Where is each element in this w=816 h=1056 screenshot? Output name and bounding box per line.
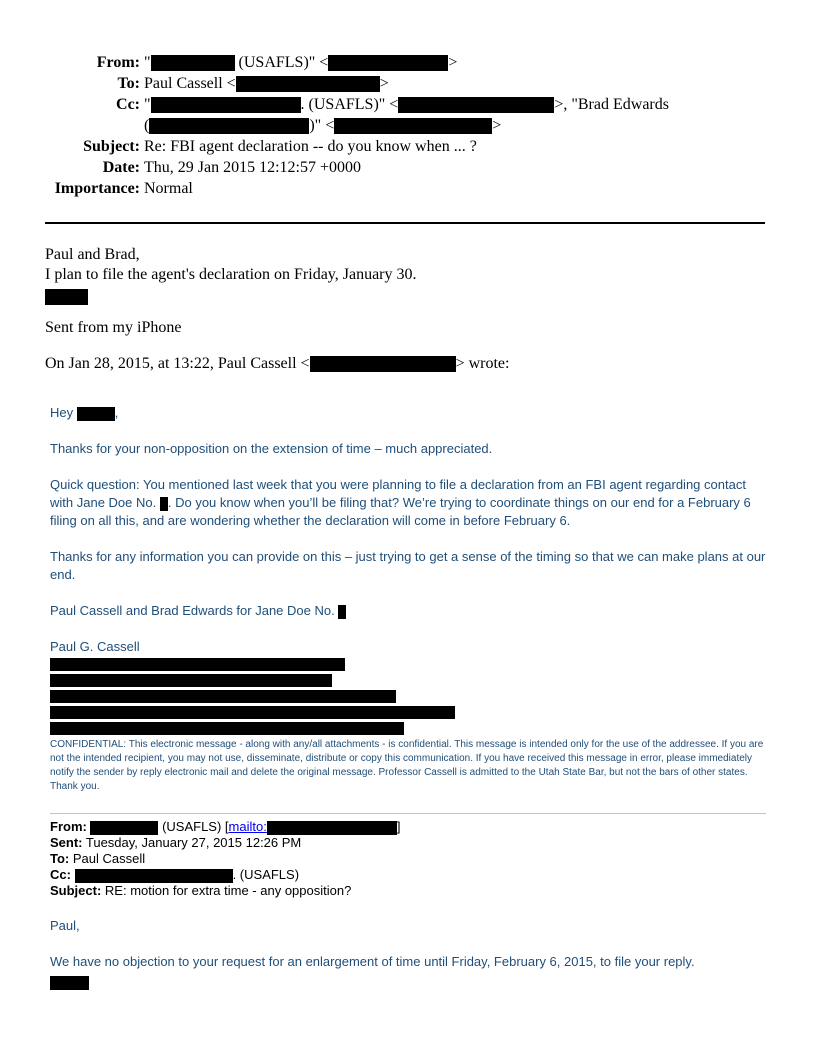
fw-body	[50, 953, 770, 991]
from-label: From:	[96, 54, 140, 71]
header-importance-row	[0, 178, 760, 199]
importance-value: Normal	[144, 180, 193, 197]
cc2-mid: )" <	[309, 117, 335, 134]
redaction-bar	[398, 97, 554, 113]
fw-to-row: To: Paul Cassell	[50, 851, 146, 866]
redaction-bar	[50, 690, 396, 703]
quoted-info: Thanks for any information you can provide on this – just trying to get a sense of the timing so that we can make plans at our end.	[50, 549, 766, 582]
subject-value: Re: FBI agent declaration -- do you know when ... ?	[144, 138, 477, 155]
cc-label: Cc:	[116, 96, 140, 113]
redaction-bar	[50, 674, 332, 687]
quote-intro	[45, 354, 765, 374]
header-date-row	[0, 157, 760, 178]
reply-line: I plan to file the agent's declaration on Friday, January 30.	[45, 266, 417, 283]
fw-greeting: Paul,	[50, 918, 80, 933]
redaction-bar	[151, 97, 301, 113]
redaction-bar	[50, 658, 345, 671]
fw-from-row: From: (USAFLS) [mailto: ]	[50, 819, 401, 834]
email-header	[0, 52, 760, 199]
date-label: Date:	[102, 159, 140, 176]
from-close: >	[448, 54, 458, 71]
quoted-thanks: Thanks for your non-opposition on the extension of time – much appreciated.	[50, 441, 493, 456]
cc-org: . (USAFLS)" <	[300, 96, 399, 113]
sent-from: Sent from my iPhone	[45, 319, 182, 336]
redaction-bar	[267, 821, 397, 835]
subject-label: Subject:	[83, 138, 140, 155]
reply-greeting: Paul and Brad,	[45, 246, 140, 263]
to-close: >	[379, 75, 389, 92]
redaction-bar	[50, 722, 404, 735]
cc-quote: "	[144, 96, 151, 113]
importance-label: Importance:	[54, 180, 140, 197]
header-subject-row	[0, 136, 760, 157]
header-cc-row-2	[0, 115, 760, 136]
fw-cc-row: Cc: . (USAFLS)	[50, 867, 300, 882]
date-value: Thu, 29 Jan 2015 12:12:57 +0000	[144, 159, 362, 176]
cc2-close: >	[492, 117, 502, 134]
redaction-bar	[50, 976, 89, 990]
from-quote: "	[144, 54, 151, 71]
quoted-message	[50, 404, 770, 794]
redaction-bar	[90, 821, 158, 835]
redaction-bar	[75, 869, 233, 883]
mailto-link[interactable]: mailto:	[229, 819, 397, 834]
redaction-bar	[328, 55, 448, 71]
forwarded-message	[50, 819, 770, 899]
header-divider	[45, 222, 765, 224]
redaction-bar	[160, 497, 168, 511]
quoted-question: Quick question: You mentioned last week that you were planning to file a declaration from an FBI agent regarding contact with Jane Doe No. . Do you know when you’ll be filing that? We’re trying to coordinate things on our end for a February 6 filing on all this, and are wondering whether the declaration will come in before February 6.	[50, 477, 751, 528]
fw-body-text: We have no objection to your request for an enlargement of time until Friday, February 6, 2015, to file your reply.	[50, 954, 695, 969]
cc-brad: >, "Brad Edwards	[554, 96, 669, 113]
cc2-open: (	[144, 117, 150, 134]
fw-subject-row: Subject: RE: motion for extra time - any opposition?	[50, 883, 352, 898]
header-cc-row	[0, 94, 760, 115]
to-name: Paul Cassell <	[144, 75, 236, 92]
from-org: (USAFLS)" <	[234, 54, 329, 71]
redaction-bar	[77, 407, 115, 421]
redaction-bar	[338, 605, 346, 619]
redaction-bar	[45, 289, 88, 305]
redaction-bar	[334, 118, 492, 134]
to-label: To:	[117, 75, 140, 92]
quoted-signoff: Paul Cassell and Brad Edwards for Jane Doe No.	[50, 602, 770, 620]
redaction-bar	[50, 706, 455, 719]
quote-intro-text: On Jan 28, 2015, at 13:22, Paul Cassell <	[45, 355, 310, 372]
fw-sent-row: Sent: Tuesday, January 27, 2015 12:26 PM	[50, 835, 302, 850]
quoted-hey: Hey ,	[50, 405, 119, 420]
confidential-notice: CONFIDENTIAL: This electronic message - along with any/all attachments - is confidential. This message is intended only for the use of the addressee. If you are not the intended recipient, you may not use, disseminate, distribute or copy this communication. If you have received this message in error, please immediately notify the sender by reply electronic mail and delete the original message. Professor Cassell is admitted to the Utah State Bar, but not the bars of other states. Thank you.	[50, 739, 764, 792]
quote-intro-suffix: > wrote:	[455, 355, 510, 372]
forward-divider	[50, 813, 766, 814]
signature-name: Paul G. Cassell	[50, 639, 140, 654]
redaction-bar	[310, 356, 456, 372]
header-from-row	[0, 52, 760, 73]
header-to-row	[0, 73, 760, 94]
redaction-bar	[151, 55, 235, 71]
signature-redactions	[50, 658, 770, 735]
redaction-bar	[149, 118, 309, 134]
reply-body	[45, 245, 765, 307]
redaction-bar	[236, 76, 380, 92]
